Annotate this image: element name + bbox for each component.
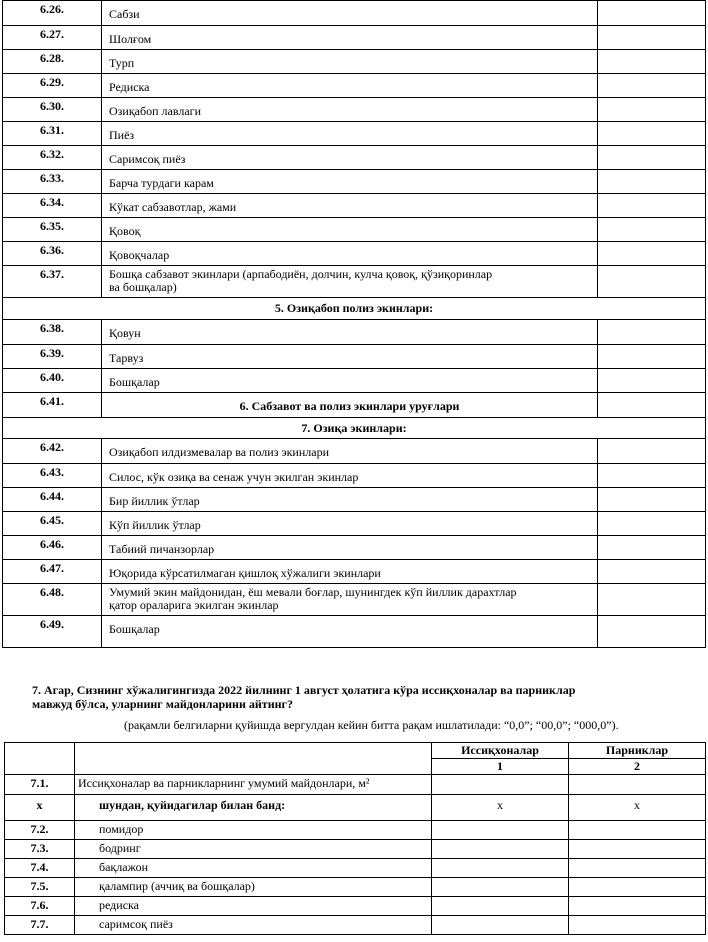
row-number: 6.27. (3, 26, 102, 50)
table-row (5, 859, 706, 878)
value-cell[interactable] (598, 536, 706, 560)
value-cell[interactable] (598, 393, 706, 418)
table-row (5, 840, 706, 859)
table-row (3, 345, 706, 369)
table-row (5, 775, 706, 795)
table-row (3, 98, 706, 122)
crop-name (102, 266, 598, 298)
value-cell[interactable] (598, 464, 706, 488)
section-row (3, 418, 706, 439)
crop-name: Қовоқчалар (102, 242, 598, 266)
crop-name-line: Бошқа сабзавот экинлари (арпабодиён, долчин, кулча қовоқ, қўзиқоринлар (109, 267, 493, 281)
row-number: 6.30. (3, 98, 102, 122)
table-row (5, 821, 706, 840)
crop-name: Бошқалар (102, 369, 598, 393)
crop-name: Бошқалар (102, 616, 598, 648)
table-row (3, 50, 706, 74)
table-row (3, 616, 706, 648)
crop-name: Саримсоқ пиёз (102, 146, 598, 170)
table-row (3, 369, 706, 393)
crop-name (102, 584, 598, 616)
row-number: 6.31. (3, 122, 102, 146)
table-row (3, 488, 706, 512)
header-empty (75, 743, 432, 775)
value-cell[interactable] (598, 146, 706, 170)
crop-name: Сабзи (102, 1, 598, 26)
table-row (5, 916, 706, 935)
table-row (3, 170, 706, 194)
table-row (5, 795, 706, 821)
row-label: бақлажон (75, 859, 432, 878)
table-row (3, 584, 706, 616)
value-cell[interactable] (432, 859, 569, 878)
row-number: 6.39. (3, 345, 102, 369)
table-row (3, 393, 706, 418)
row-number: 6.34. (3, 194, 102, 218)
value-cell[interactable] (598, 26, 706, 50)
value-cell[interactable] (598, 122, 706, 146)
value-cell[interactable] (598, 1, 706, 26)
value-cell[interactable] (569, 859, 706, 878)
crop-name: Кўкат сабзавотлар, жами (102, 194, 598, 218)
question-7-title (32, 683, 702, 711)
row-label: помидор (75, 821, 432, 840)
table-row (5, 878, 706, 897)
crop-name: Турп (102, 50, 598, 74)
value-cell[interactable] (598, 242, 706, 266)
value-cell[interactable] (569, 775, 706, 795)
row-number: 6.33. (3, 170, 102, 194)
value-cell[interactable] (569, 878, 706, 897)
table-row (3, 1, 706, 26)
row-number: x (5, 795, 75, 821)
value-cell[interactable] (432, 821, 569, 840)
value-cell[interactable] (569, 840, 706, 859)
table-row (3, 74, 706, 98)
value-cell[interactable] (598, 218, 706, 242)
section-title: 5. Озиқабоп полиз экинлари: (3, 298, 706, 320)
row-number: 6.47. (3, 560, 102, 584)
value-cell[interactable] (569, 821, 706, 840)
crop-name: Тарвуз (102, 345, 598, 369)
section-row (3, 298, 706, 320)
value-cell[interactable] (569, 897, 706, 916)
row-number: 6.46. (3, 536, 102, 560)
value-cell[interactable] (432, 878, 569, 897)
row-label: бодринг (75, 840, 432, 859)
col-header-number: 2 (634, 759, 640, 773)
value-cell[interactable] (598, 439, 706, 464)
crop-name-line: Умумий экин майдонидан, ёш мевали боғлар, шунингдек кўп йиллик дарахтлар (109, 585, 517, 599)
row-number: 6.29. (3, 74, 102, 98)
row-number: 6.41. (3, 393, 102, 418)
table-row (3, 242, 706, 266)
table-row (5, 897, 706, 916)
header-row (5, 743, 706, 775)
value-cell[interactable] (598, 50, 706, 74)
value-cell[interactable] (598, 584, 706, 616)
col-header-number: 1 (497, 759, 503, 773)
row-number: 7.3. (5, 840, 75, 859)
crop-name: Редиска (102, 74, 598, 98)
value-cell[interactable] (598, 98, 706, 122)
format-note: (рақамли белгиларни қуйишда вергулдан кейин битта рақам ишлатилади: “0,0”; “00,0”; “000,0”). (124, 718, 619, 732)
value-cell[interactable] (598, 74, 706, 98)
table-row (3, 560, 706, 584)
x-mark: x (432, 795, 569, 821)
value-cell[interactable] (598, 488, 706, 512)
row-number: 6.35. (3, 218, 102, 242)
crop-name: Бир йиллик ўтлар (102, 488, 598, 512)
table-row (3, 26, 706, 50)
value-cell[interactable] (432, 840, 569, 859)
row-number: 6.40. (3, 369, 102, 393)
table-row (3, 464, 706, 488)
crop-name: Озиқабоп илдизмевалар ва полиз экинлари (102, 439, 598, 464)
row-number: 7.2. (5, 821, 75, 840)
row-label: қалампир (аччиқ ва бошқалар) (75, 878, 432, 897)
row-number: 7.1. (5, 775, 75, 795)
crop-name: Табиий пичанзорлар (102, 536, 598, 560)
crop-name: Қовоқ (102, 218, 598, 242)
table-row (3, 122, 706, 146)
row-number: 6.36. (3, 242, 102, 266)
table-row (3, 218, 706, 242)
row-number: 7.6. (5, 897, 75, 916)
crop-name: Силос, кўк озиқа ва сенаж учун экилган экинлар (102, 464, 598, 488)
value-cell[interactable] (598, 560, 706, 584)
row-number: 6.42. (3, 439, 102, 464)
row-number: 6.48. (3, 584, 102, 616)
crop-name: Пиёз (102, 122, 598, 146)
row-number: 6.49. (3, 616, 102, 648)
value-cell[interactable] (598, 320, 706, 345)
col-header-greenhouses (432, 743, 569, 775)
value-cell[interactable] (432, 775, 569, 795)
row-number: 6.38. (3, 320, 102, 345)
question-title-line: мавжуд бўлса, уларнинг майдонларини айтинг? (32, 697, 293, 711)
row-label: Иссиқхоналар ва парникларнинг умумий майдонлари, м² (75, 775, 432, 795)
value-cell[interactable] (598, 616, 706, 648)
value-cell[interactable] (598, 512, 706, 536)
section-title: 6. Сабзавот ва полиз экинлари уруғлари (102, 393, 598, 418)
header-empty (5, 743, 75, 775)
table-row (3, 439, 706, 464)
col-header-label: Иссиқхоналар (432, 743, 568, 759)
crop-name-line: ва бошқалар) (109, 280, 177, 294)
value-cell[interactable] (598, 345, 706, 369)
row-number: 6.44. (3, 488, 102, 512)
row-label: редиска (75, 897, 432, 916)
value-cell[interactable] (569, 916, 706, 935)
section-title: 7. Озиқа экинлари: (3, 418, 706, 439)
row-number: 7.4. (5, 859, 75, 878)
value-cell[interactable] (432, 897, 569, 916)
crop-name: Қовун (102, 320, 598, 345)
x-mark: x (569, 795, 706, 821)
question-title-line: 7. Агар, Сизнинг хўжалигингизда 2022 йилнинг 1 август ҳолатига кўра иссиқхоналар ва парниклар (32, 683, 576, 697)
value-cell[interactable] (598, 266, 706, 298)
row-number: 6.28. (3, 50, 102, 74)
crop-name: Озиқабоп лавлаги (102, 98, 598, 122)
crop-name-line: қатор ораларига экилган экинлар (109, 598, 279, 612)
row-number: 7.5. (5, 878, 75, 897)
value-cell[interactable] (432, 916, 569, 935)
col-header-hotbeds (569, 743, 706, 775)
row-label: саримсоқ пиёз (75, 916, 432, 935)
crop-name: Шолғом (102, 26, 598, 50)
table-row (3, 320, 706, 345)
table-row (3, 194, 706, 218)
crop-name: Кўп йиллик ўтлар (102, 512, 598, 536)
row-number: 6.37. (3, 266, 102, 298)
row-number: 6.32. (3, 146, 102, 170)
table-row (3, 512, 706, 536)
greenhouse-table (4, 742, 706, 935)
crop-name: Барча турдаги карам (102, 170, 598, 194)
value-cell[interactable] (598, 194, 706, 218)
crop-area-table (2, 0, 706, 648)
row-number: 6.45. (3, 512, 102, 536)
value-cell[interactable] (598, 369, 706, 393)
row-number: 6.26. (3, 1, 102, 26)
table-row (3, 536, 706, 560)
table-row (3, 146, 706, 170)
row-number: 7.7. (5, 916, 75, 935)
table-row (3, 266, 706, 298)
crop-name: Юқорида кўрсатилмаган қишлоқ хўжалиги экинлари (102, 560, 598, 584)
value-cell[interactable] (598, 170, 706, 194)
row-label: шундан, қуйидагилар билан банд: (75, 795, 432, 821)
row-number: 6.43. (3, 464, 102, 488)
col-header-label: Парниклар (569, 743, 705, 759)
